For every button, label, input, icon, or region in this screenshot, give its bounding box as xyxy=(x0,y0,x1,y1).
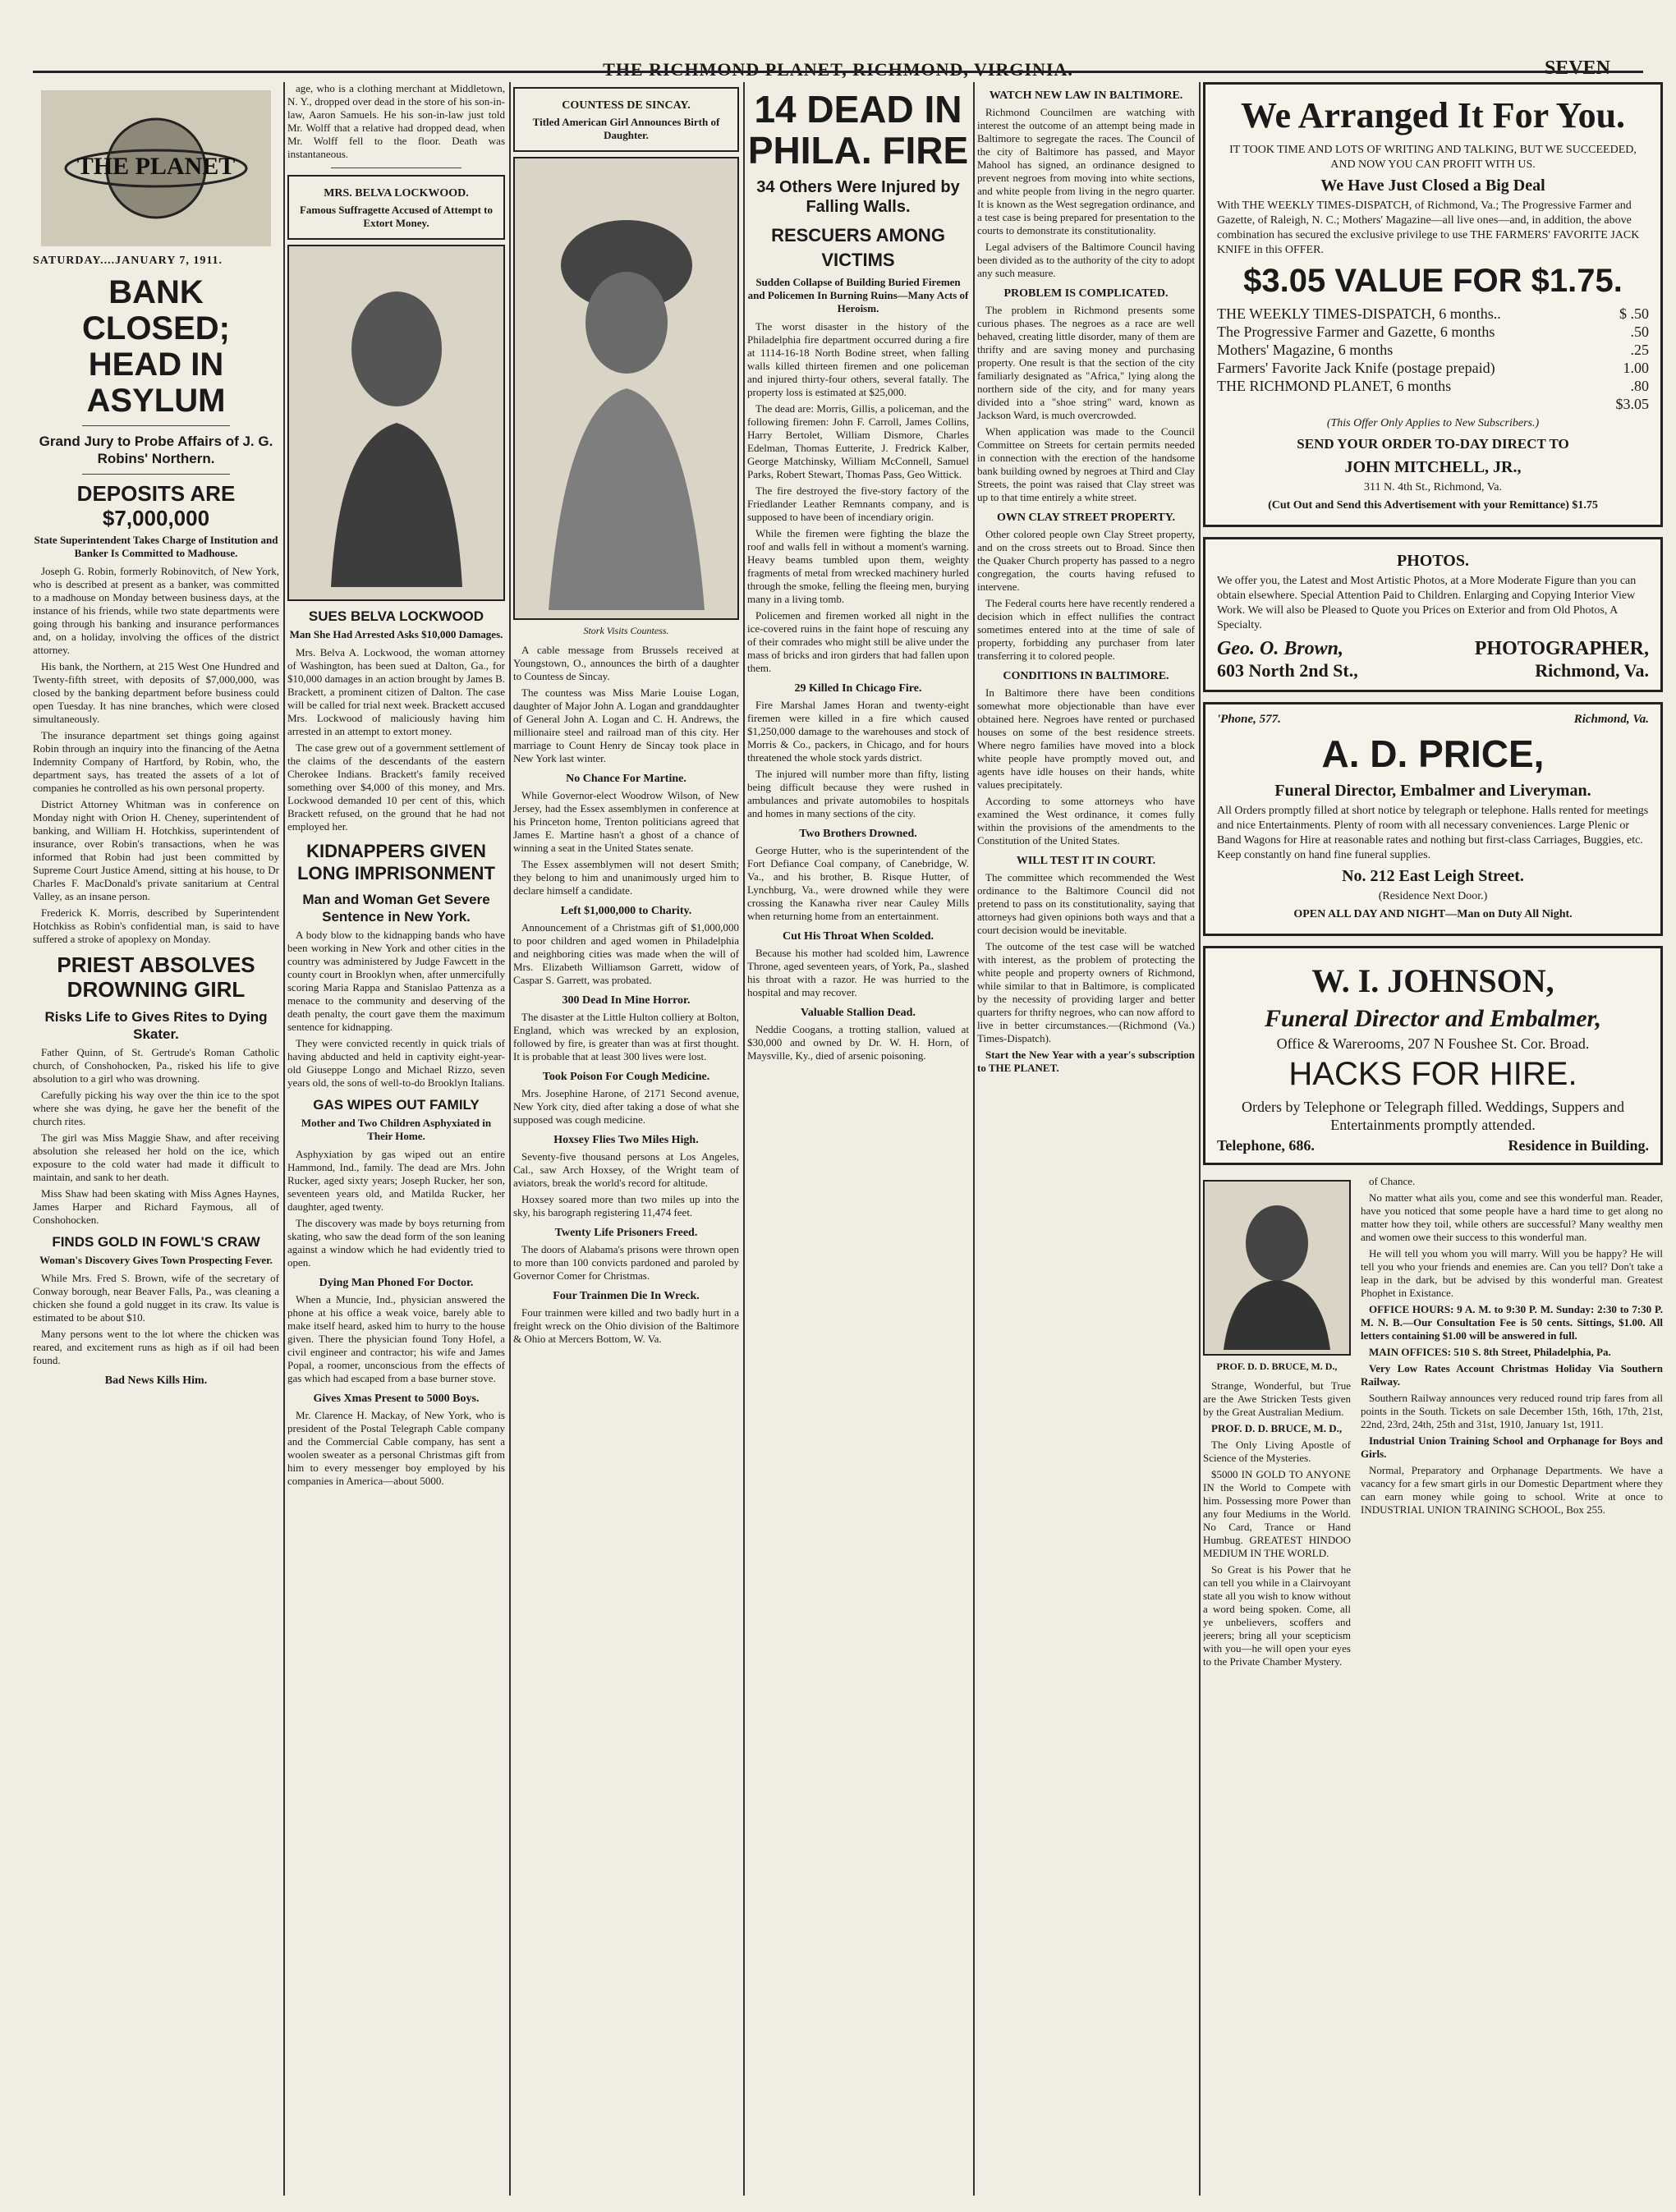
ad-role: Funeral Director, Embalmer and Liveryman. xyxy=(1274,782,1591,800)
headline-sues: SUES BELVA LOCKWOOD xyxy=(308,608,484,624)
ad-role: PHOTOGRAPHER, xyxy=(1474,638,1649,659)
paragraph: Legal advisers of the Baltimore Council having been divided as to the authority of the city to adopt any such measure. xyxy=(977,241,1195,279)
column-rule xyxy=(1199,82,1201,2196)
ad-address: 311 N. 4th St., Richmond, Va. xyxy=(1363,481,1502,493)
ad-cut-note: (Cut Out and Send this Advertisement with your Remittance) $1.75 xyxy=(1268,499,1598,512)
ad-name: W. I. JOHNSON, xyxy=(1311,962,1554,999)
ad-note: (This Offer Only Applies to New Subscribers.) xyxy=(1326,417,1540,429)
paragraph: They were convicted recently in quick trials of having abducted and held in captivity eight-year-old Giuseppe Longo and Michael Rizzo, seven years old, the sons of well-to-do Brooklyn Italians. xyxy=(287,1037,505,1089)
headline-trainmen: Four Trainmen Die In Wreck. xyxy=(553,1290,700,1302)
paragraph: Hoxsey soared more than two miles up into the sky, his barograph registering 11,474 feet. xyxy=(513,1193,739,1218)
paragraph: In Baltimore there have been conditions somewhat more objectionable than have ever obtained here. Negroes have rented or purchased houses on some of the best residence streets. Where negro families have moved into a block white people have promptly moved out, and agents have idle houses on their hands, white values precipitately. xyxy=(977,686,1195,791)
ad-residence: (Residence Next Door.) xyxy=(1378,890,1488,902)
ad-city: Richmond, Va. xyxy=(1573,713,1649,726)
subhead-bank: Grand Jury to Probe Affairs of J. G. Robins' Northern. xyxy=(39,434,273,466)
paragraph: George Hutter, who is the superintendent of the Fort Defiance Coal company, of Canebridge, W. Va., and his brother, B. Risque Hutter, of Lynchburg, Va., were drowned while they were crossing the Kanawha river near Cauley Mills when returning home from an entertainment. xyxy=(747,844,969,922)
column-2 xyxy=(287,82,505,2196)
paragraph: Mr. Clarence H. Mackay, of New York, who is president of the Postal Telegraph Cable company and the Commercial Cable company, has sent a woolen sweater as a personal Christmas gift from him to every messenger boy employed by his companies in America—about 5000. xyxy=(287,1409,505,1487)
paragraph: age, who is a clothing merchant at Middletown, N. Y., dropped over dead in the store of his son-in-law, Aaron Samuels. He his son-in-law just told Mr. Wolff that a relative had dropped dead, when Mr. Wolff fell to the floor. Death was instantaneous. xyxy=(287,82,505,160)
ad-residence: Residence in Building. xyxy=(1508,1137,1649,1154)
column-1 xyxy=(33,82,279,2196)
logo-text: THE PLANET xyxy=(76,153,236,180)
headline-xmas: Gives Xmas Present to 5000 Boys. xyxy=(313,1393,480,1405)
headline-bad-news: Bad News Kills Him. xyxy=(104,1374,208,1387)
price-row: Mothers' Magazine, 6 months .25 xyxy=(1217,342,1649,358)
paragraph: Normal, Preparatory and Orphanage Departments. We have a vacancy for a few smart girls in our Domestic Department where they can earn money while going to school. Write at once to INDUSTRIAL UNION TRAINING SCHOOL, Box 255. xyxy=(1361,1464,1663,1516)
countess-box xyxy=(513,87,739,152)
paragraph: Asphyxiation by gas wiped out an entire Hammond, Ind., family. The dead are Mrs. John Rucker, aged sixty years; Joseph Rucker, her son, seventeen years old, and Matilda Rucker, her daughter, aged twenty. xyxy=(287,1148,505,1213)
deck-gold: Woman's Discovery Gives Town Prospecting Fever. xyxy=(39,1254,273,1266)
headline-priest: PRIEST ABSOLVES DROWNING GIRL xyxy=(57,952,255,1002)
price-total: $3.05 xyxy=(1615,396,1649,412)
countess-box-title: COUNTESS DE SINCAY. xyxy=(562,99,691,112)
paragraph: While Mrs. Fred S. Brown, wife of the secretary of Conway borough, near Beaver Falls, Pa., was cleaning a chicken she found a gold nugget in its craw. Its value is estimated to be about $10. xyxy=(33,1272,279,1324)
portrait-icon xyxy=(1215,1186,1339,1350)
paragraph: Neddie Coogans, a trotting stallion, valued at $30,000 and owned by Dr. W. H. Horn, of Maysville, Ky., died of arsenic poisoning. xyxy=(747,1023,969,1062)
paragraph: Other colored people own Clay Street property, and on the cross streets out to Broad. Since then the Quaker Church property has passed to a negro congregation, the courts having refused to intervene. xyxy=(977,528,1195,593)
deck-bank: State Superintendent Takes Charge of Institution and Banker Is Committed to Madhouse. xyxy=(34,534,278,559)
paragraph: The Only Living Apostle of Science of the Mysteries. xyxy=(1203,1439,1351,1464)
column-rule xyxy=(743,82,745,2196)
paragraph: Many persons went to the lot where the chicken was reared, and excitement runs as high as if oil had been found. xyxy=(33,1328,279,1366)
paragraph: OFFICE HOURS: 9 A. M. to 9:30 P. M. Sunday: 2:30 to 7:30 P. M. N. B.—Our Consultation Fee is 50 cents. Sittings, $1.00. All letters containing $1.00 will be answered in full. xyxy=(1361,1303,1663,1342)
headline-chicago: 29 Killed In Chicago Fire. xyxy=(794,682,922,695)
paragraph: While Governor-elect Woodrow Wilson, of New Jersey, had the Essex assemblymen in conference at his Princeton home, Trenton politicians agreed that James E. Martine hasn't a ghost of a chance of winning a seat in the United States senate. xyxy=(513,789,739,854)
subhead-fire: 34 Others Were Injured by Falling Walls. xyxy=(756,178,960,216)
portrait-icon xyxy=(315,259,479,587)
paragraph: Fire Marshal James Horan and twenty-eight firemen were killed in a fire which caused $1,250,000 damage to the warehouses and stock of Morris & Co., packers, in Chicago, and for hours threatened the whole stock yards district. xyxy=(747,699,969,764)
ad-send: SEND YOUR ORDER TO-DAY DIRECT TO xyxy=(1297,436,1569,452)
paragraph: Southern Railway announces very reduced round trip fares from all points in the South. Tickets on sale December 15th, 16th, 17th, 21st, 22nd, 23rd, 24th, 25th and 31st, 1910, January 1st, 1911. xyxy=(1361,1392,1663,1430)
column-rule xyxy=(509,82,511,2196)
ad-city: Richmond, Va. xyxy=(1535,660,1649,681)
paragraph: According to some attorneys who have examined the West ordinance, it comes fully within the provisions of the amendments to the Constitution of the United States. xyxy=(977,795,1195,847)
photo-caption: PROF. D. D. BRUCE, M. D., xyxy=(1216,1361,1338,1372)
paragraph: The injured will number more than fifty, listing being difficult because they were rushed in ambulances and private automobiles to hospitals and homes in many sections of the city. xyxy=(747,768,969,819)
paragraph: Policemen and firemen worked all night in the ice-covered ruins in the faint hope of rescuing any of their comrades who might still be alive under the mass of bricks and iron girders that had fallen upon them. xyxy=(747,609,969,674)
ad-intro: IT TOOK TIME AND LOTS OF WRITING AND TALKING, BUT WE SUCCEEDED, AND NOW YOU CAN PROFIT WITH US. xyxy=(1229,144,1637,171)
price-row: The Progressive Farmer and Gazette, 6 months .50 xyxy=(1217,324,1649,340)
headline-stallion: Valuable Stallion Dead. xyxy=(801,1007,916,1019)
headline-conditions: CONDITIONS IN BALTIMORE. xyxy=(1003,670,1169,682)
paragraph: No matter what ails you, come and see this wonderful man. Reader, have you noticed that some people have a hard time to get along no matter how they toil, while others are successful? Many wealthy men and women owe their success to this wonderful man. xyxy=(1361,1191,1663,1243)
paragraph: The disaster at the Little Hulton colliery at Bolton, England, which was wrecked by an explosion, followed by fire, is greater than was at first thought. It is probable that at least 300 lives were lost. xyxy=(513,1011,739,1062)
deck-sues: Man She Had Arrested Asks $10,000 Damages. xyxy=(289,628,503,640)
ad-address: No. 212 East Leigh Street. xyxy=(1342,867,1524,885)
deck-fire: Sudden Collapse of Building Buried Firemen and Policemen In Burning Ruins—Many Acts of Heroism. xyxy=(747,276,969,314)
headline-bank: BANK CLOSED; HEAD IN ASYLUM xyxy=(82,274,230,419)
bruce-portrait-image xyxy=(1203,1180,1351,1356)
separator xyxy=(82,425,230,426)
headline-gold: FINDS GOLD IN FOWL'S CRAW xyxy=(52,1234,260,1250)
paragraph: The countess was Miss Marie Louise Logan, daughter of Major John A. Logan and granddaughter of General John A. Logan and C. H. Andrews, the millionaire steel and railroad man of this city. Her marriage to Count Henry de Sincay took place in New York last winter. xyxy=(513,686,739,764)
masthead xyxy=(0,0,1676,90)
paragraph: The Essex assemblymen will not desert Smith; they belong to him and unanimously urged him to declare himself a candidate. xyxy=(513,858,739,897)
headline-prisoners: Twenty Life Prisoners Freed. xyxy=(554,1227,698,1239)
headline-test: WILL TEST IT IN COURT. xyxy=(1016,855,1156,867)
photo-caption: Stork Visits Countess. xyxy=(583,625,669,636)
running-head: THE RICHMOND PLANET, RICHMOND, VIRGINIA. xyxy=(603,59,1073,80)
paragraph: The outcome of the test case will be watched with interest, as the problem of protecting the white people and property owners of Richmond, while similar to that in Baltimore, is complicated by the necessity of providing larger and better quarters for thrifty negroes, who can now afford to live in better circumstances.—(Richmond (Va.) Times-Dispatch). xyxy=(977,940,1195,1044)
ad-title: We Arranged It For You. xyxy=(1240,95,1626,135)
lockwood-box xyxy=(287,175,505,240)
deck-gas: Mother and Two Children Asphyxiated in Their Home. xyxy=(301,1117,492,1142)
ad-value: $3.05 VALUE FOR $1.75. xyxy=(1243,263,1623,299)
paragraph: His bank, the Northern, at 215 West One Hundred and Twenty-fifth street, with deposits of $7,000,000, was closed by the banking department before business could open Tuesday. It has nine branches, which were closed simultaneously. xyxy=(33,660,279,725)
paragraph: The problem in Richmond presents some curious phases. The negroes as a race are well behaved, creating little disorder, many of them are thrifty and are saving money and purchasing property. One result is that the section of the city familiarly designated as "Africa," lying along the northern side of the city, and for many years divided into a "shoe string" ward, known as Jackson Ward, is much overcrowded. xyxy=(977,304,1195,421)
paragraph: When application was made to the Council Committee on Streets for certain permits needed in connection with the erection of the handsome bank building owned by negroes at Third and Clay Streets, the point was raised that Clay street was up to that time entirely a white street. xyxy=(977,425,1195,503)
paragraph: A body blow to the kidnapping bands who have been working in New York and other cities in the country was administered by Judge Fawcett in the county court in Brooklyn when, after unmercifully scoring Maria Rappa and Stanislao Pattenza as a menace to the community and deserving of the death penalty, the court gave them the maximum sentence for kidnapping. xyxy=(287,929,505,1033)
paragraph: MAIN OFFICES: 510 S. 8th Street, Philadelphia, Pa. xyxy=(1369,1346,1611,1358)
ad-title: PHOTOS. xyxy=(1397,552,1469,570)
paragraph: Because his mother had scolded him, Lawrence Throne, aged seventeen years, of York, Pa., slashed his throat with a razor. He was hurried to the hospital and may recover. xyxy=(747,947,969,998)
ad-name: JOHN MITCHELL, JR., xyxy=(1344,458,1522,476)
column-5 xyxy=(977,82,1195,2196)
column-4 xyxy=(747,82,969,2196)
ad-johnson xyxy=(1203,946,1663,1165)
paragraph: The Federal courts here have recently rendered a decision which in effect nullifies the contract sometimes entered into at the time of sale of property, forbidding any purchaser from later transferring it to colored people. xyxy=(977,597,1195,662)
headline-dying: Dying Man Phoned For Doctor. xyxy=(319,1277,474,1289)
paragraph: Carefully picking his way over the thin ice to the spot where she was dying, he gave her the benefit of the church rites. xyxy=(33,1089,279,1127)
price-row: Farmers' Favorite Jack Knife (postage prepaid) 1.00 xyxy=(1217,360,1649,376)
paragraph: The fire destroyed the five-story factory of the Friedlander Leather Remnants company, and is supposed to have been of incendiary origin. xyxy=(747,484,969,523)
paragraph: Seventy-five thousand persons at Los Angeles, Cal., saw Arch Hoxsey, of the Wright team of aviators, break the world's record for altitude. xyxy=(513,1150,739,1189)
column-rule xyxy=(283,82,285,2196)
headline-martine: No Chance For Martine. xyxy=(566,773,686,785)
paragraph: The dead are: Morris, Gillis, a policeman, and the following firemen: John F. Carroll, James Collins, Harry Bertolet, William Dismore, Charles Edelman, Thomas Eutterite, J. Fredrick Kalber, George Matchinsky, William McConnell, Samuel Parks, Robert Stewart, Thomas Pass, Geo Wittick. xyxy=(747,402,969,480)
footer-note: Start the New Year with a year's subscription to THE PLANET. xyxy=(977,1049,1195,1074)
ad-name: Geo. O. Brown, xyxy=(1217,638,1344,659)
ad-hacks: HACKS FOR HIRE. xyxy=(1288,1056,1577,1092)
paragraph: Announcement of a Christmas gift of $1,000,000 to poor children and aged women in Philadelphia and neighboring cities was made when the will of Mrs. Elizabeth Williamson Garrett, widow of Caspar S. Garrett, was probated. xyxy=(513,921,739,986)
ad-body: All Orders promptly filled at short notice by telegraph or telephone. Halls rented for meetings and nice Entertainments. Plenty of room with all necessary conveniences. Large Plenic or Band Wagons for Hire at reasonable rates and nothing but first-class Carriages, Buggies, etc. Keep constantly on hand fine funeral supplies. xyxy=(1217,805,1649,861)
headline-problem: PROBLEM IS COMPLICATED. xyxy=(1003,287,1169,300)
column-6-ads xyxy=(1203,82,1663,2196)
paragraph: Industrial Union Training School and Orphanage for Boys and Girls. xyxy=(1361,1434,1663,1460)
ad-name: A. D. PRICE, xyxy=(1321,732,1545,775)
paragraph: Mrs. Josephine Harone, of 2171 Second avenue, New York city, died after taking a dose of what she supposed was cough medicine. xyxy=(513,1087,739,1126)
planet-logo xyxy=(41,90,271,246)
ad-orders: Orders by Telephone or Telegraph filled. Weddings, Suppers and Entertainments promptly attended. xyxy=(1242,1099,1624,1133)
paragraph: The insurance department set things going against Robin through an inquiry into the financing of the Aetna Indemnity Company of Hartford, by Robin, who, the department says, has treated the assets of a lot of companies he controlled as his own personal property. xyxy=(33,729,279,794)
portrait-icon xyxy=(532,167,721,610)
ad-phone: 'Phone, 577. xyxy=(1217,713,1281,726)
headline-drowned: Two Brothers Drowned. xyxy=(799,828,917,840)
paragraph: Very Low Rates Account Christmas Holiday Via Southern Railway. xyxy=(1361,1362,1663,1388)
ad-phone: Telephone, 686. xyxy=(1217,1137,1315,1154)
ad-price xyxy=(1203,702,1663,936)
headline-mine: 300 Dead In Mine Horror. xyxy=(562,994,691,1007)
paragraph: PROF. D. D. BRUCE, M. D., xyxy=(1211,1422,1343,1434)
column-3 xyxy=(513,82,739,2196)
paragraph: The discovery was made by boys returning from skating, who saw the dead form of the son leaning against a window which he had evidently tried to open. xyxy=(287,1217,505,1269)
ad-deal: We Have Just Closed a Big Deal xyxy=(1320,177,1545,195)
paragraph: The girl was Miss Maggie Shaw, and after receiving absolution she released her hold on the ice, which exposure to the cold water had made it difficult to maintain, and sank to her death. xyxy=(33,1131,279,1183)
headline-gas: GAS WIPES OUT FAMILY xyxy=(313,1097,480,1113)
rescuers-head: RESCUERS AMONG VICTIMS xyxy=(771,225,945,270)
ad-open: OPEN ALL DAY AND NIGHT—Man on Duty All Night. xyxy=(1293,908,1573,920)
lockwood-box-title: MRS. BELVA LOCKWOOD. xyxy=(324,187,469,200)
paragraph: Joseph G. Robin, formerly Robinovitch, of New York, who is described at present as a banker, was committed to a madhouse on Monday between business days, at the instance of his friends, while two state departments were going through his banking and insurance performances and, on a holiday, involving the offices of the district attorney. xyxy=(33,565,279,656)
paragraph: Richmond Councilmen are watching with interest the outcome of an attempt being made in Baltimore to segregate the races. The Council of the city of Baltimore has passed, and Mayor Mahool has signed, an ordinance designed to prevent negroes from moving into white sections, and white people from living in the negro quarter. It is known as the West segregation ordinance, and a test case is being prepared for presentation to the courts to demonstrate its constitutionality. xyxy=(977,106,1195,236)
paragraph: Mrs. Belva A. Lockwood, the woman attorney of Washington, has been sued at Dalton, Ga., for $10,000 damages in an action brought by James B. Brackett, a prominent citizen of Dalton. The case will be called for trial next week. Brackett accused Mrs. Lockwood of maliciously having him arrested in an attempt to extort money. xyxy=(287,646,505,737)
paragraph: While the firemen were fighting the blaze the roof and walls fell in without a moment's warning. Heavy beams tumbled upon them, weighty fragments of metal from wrecked machinery hurled through the smoke, felling the fleeing men, burying many in a living tomb. xyxy=(747,527,969,605)
paragraph: District Attorney Whitman was in conference on Monday night with Orion H. Cheney, superintendent of banking, and William H. Hotchkiss, superintendent of insurance, over Robin's transactions, when he was informed that Robin had just been committed by Supreme Court Justice Amend, sitting at his house, to Dr Charles F. MacDonald's private sanitarium at Central Valley, as an insane person. xyxy=(33,798,279,902)
paragraph: A cable message from Brussels received at Youngstown, O., announces the birth of a daughter to Countess de Sincay. xyxy=(513,644,739,682)
paragraph: Four trainmen were killed and two badly hurt in a freight wreck on the Ohio division of the Baltimore & Ohio at Mercers Bottom, W. Va. xyxy=(513,1306,739,1345)
ad-body: We offer you, the Latest and Most Artistic Photos, at a More Moderate Figure than you can obtain elsewhere. Special Attention Paid to Children. Enlarging and Copying Interior View Work. We will also be Pleased to Quote you Prices on Exterior and from Old Photos, A Specialty. xyxy=(1217,575,1637,631)
ad-office: Office & Warerooms, 207 N Foushee St. Cor. Broad. xyxy=(1276,1035,1590,1052)
lockwood-box-deck: Famous Suffragette Accused of Attempt to Extort Money. xyxy=(299,204,494,229)
headline-charity: Left $1,000,000 to Charity. xyxy=(560,905,692,917)
paragraph: Strange, Wonderful, but True are the Awe Stricken Tests given by the Great Australian Medium. xyxy=(1203,1379,1351,1418)
paragraph: The worst disaster in the history of the Philadelphia fire department occurred during a fire at 1114-16-18 North Bodine street, when falling walls killed thirteen firemen and one policeman and injured thirty-four others, several fatally. The property loss is estimated at $25,000. xyxy=(747,320,969,398)
paragraph: Miss Shaw had been skating with Miss Agnes Haynes, James Harper and Richard Faymous, all of Conshohocken. xyxy=(33,1187,279,1226)
headline-kidnap: KIDNAPPERS GIVEN LONG IMPRISONMENT xyxy=(297,841,495,883)
price-row: THE WEEKLY TIMES-DISPATCH, 6 months.. $ .50 xyxy=(1217,305,1649,322)
paragraph: When a Muncie, Ind., physician answered the phone at his office a weak voice, barely able to make itself heard, asked him to hurry to the house given. There the physician found Tony Hofel, a civil engineer and contractor; his wife and James Popal, a roomer, unconscious from the effects of gas which had escaped from a base burner stove. xyxy=(287,1293,505,1384)
separator xyxy=(82,474,230,475)
column-rule xyxy=(973,82,975,2196)
headline-clay: OWN CLAY STREET PROPERTY. xyxy=(996,512,1176,524)
ad-address: 603 North 2nd St., xyxy=(1217,660,1358,681)
ad-bruce xyxy=(1203,1175,1663,1672)
paragraph: $5000 IN GOLD TO ANYONE IN the World to Compete with him. Possessing more Power than any four Mediums in the World. No Card, Trance or Hand Humbug. GREATEST HINDOO MEDIUM IN THE WORLD. xyxy=(1203,1468,1351,1559)
paragraph: Frederick K. Morris, described by Superintendent Hotchkiss as Robin's confidential man, is said to have suffered a stroke of apoplexy on Monday. xyxy=(33,906,279,945)
paragraph: He will tell you whom you will marry. Will you be happy? He will tell you who your friends and enemies are. Can you tell? Don't take a leap in the dark, but be advised by this wonderful man. Greatest Phophet in Existance. xyxy=(1361,1247,1663,1299)
headline-poison: Took Poison For Cough Medicine. xyxy=(542,1071,710,1083)
paragraph: The committee which recommended the West ordinance to the Baltimore Council did not pretend to pass on its constitutionality, saying that attorneys had given opinions both ways and that a court decision would be inevitable. xyxy=(977,871,1195,936)
paragraph: Father Quinn, of St. Gertrude's Roman Catholic church, of Conshohocken, Pa., risked his life to give absolution to a girl who was drowning. xyxy=(33,1046,279,1085)
countess-portrait-image xyxy=(513,157,739,620)
page-label: SEVEN xyxy=(1544,57,1610,79)
paragraph: The case grew out of a government settlement of the claims of the descendants of the eastern Cherokee Indians. Brackett's family received something over $4,000 of this money, and Mrs. Lockwood demanded 10 per cent of this, which Brackett refused, on the ground that he had not employed her. xyxy=(287,741,505,833)
ad-body: With THE WEEKLY TIMES-DISPATCH, of Richmond, Va.; The Progressive Farmer and Gazette, of Raleigh, N. C.; Mothers' Magazine—all live ones—and, in addition, the above combination has secured the exclusive privilege to use THE FARMERS' FAVORITE JACK KNIFE in this OFFER. xyxy=(1217,200,1640,256)
countess-box-deck: Titled American Girl Announces Birth of Daughter. xyxy=(532,116,720,141)
deposits-head: DEPOSITS ARE $7,000,000 xyxy=(76,481,236,530)
dateline: SATURDAY....JANUARY 7, 1911. xyxy=(33,255,223,267)
paragraph: The doors of Alabama's prisons were thrown open to more than 100 convicts pardoned and paroled by Governor Comer for Christmas. xyxy=(513,1243,739,1282)
subhead-priest: Risks Life to Gives Rites to Dying Skater. xyxy=(44,1009,268,1042)
paragraph: of Chance. xyxy=(1369,1175,1416,1187)
headline-throat: Cut His Throat When Scolded. xyxy=(783,930,934,943)
paragraph: So Great is his Power that he can tell you while in a Clairvoyant state all you wish to know without a word being spoken. Come, all ye unbelievers, scoffers and jeerers; bring all your scepticism with you—he will open your eyes to the Private Chamber Mystery. xyxy=(1203,1563,1351,1668)
masthead-rule xyxy=(33,71,1643,73)
subhead-kidnap: Man and Woman Get Severe Sentence in New York. xyxy=(302,892,490,925)
ad-arranged xyxy=(1203,82,1663,527)
headline-watch: WATCH NEW LAW IN BALTIMORE. xyxy=(989,89,1183,102)
lockwood-portrait-image xyxy=(287,245,505,601)
price-row: THE RICHMOND PLANET, 6 months .80 xyxy=(1217,378,1649,394)
headline-hoxsey: Hoxsey Flies Two Miles High. xyxy=(553,1134,699,1146)
headline-fire: 14 DEAD IN PHILA. FIRE xyxy=(747,88,969,172)
ad-role: Funeral Director and Embalmer, xyxy=(1264,1005,1602,1032)
ad-photos xyxy=(1203,537,1663,692)
